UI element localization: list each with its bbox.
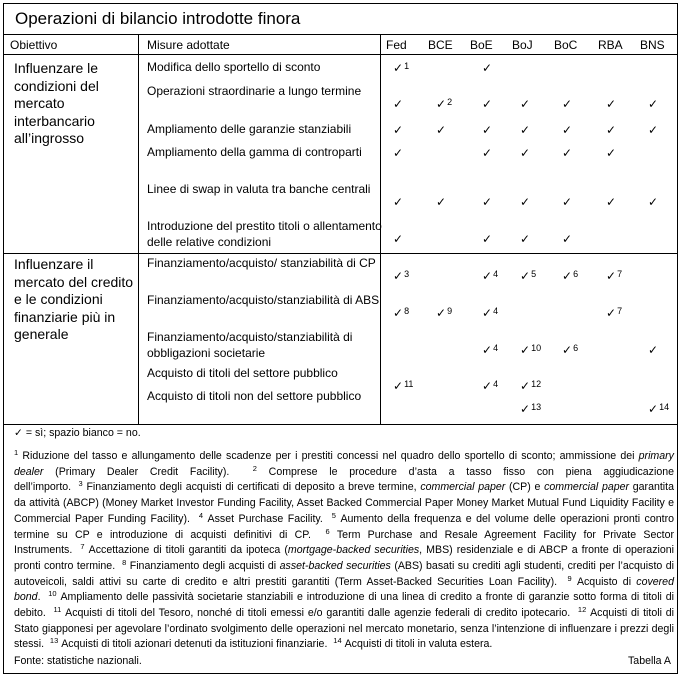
objective-cell: Influenzare il mercato del credito e le condizioni finanziarie più in generale [14, 256, 134, 342]
footnote-number: 13 [49, 636, 59, 646]
footnote-number: 2 [252, 463, 257, 473]
header-bank-boe: BoE [470, 38, 493, 52]
check-mark-icon: ✓ [393, 232, 404, 246]
check-mark-icon: ✓ [520, 146, 531, 160]
check-mark-icon: ✓$^7$ [606, 306, 623, 320]
footnote-ref: 8 [404, 306, 410, 316]
check-mark-icon: ✓$^9$ [436, 306, 453, 320]
check-mark-icon: ✓ [562, 123, 573, 137]
group-divider [3, 253, 678, 254]
check-mark-icon: ✓$^1$ [393, 61, 410, 75]
footnote-ref: 2 [447, 97, 453, 107]
check-mark-icon: ✓ [436, 123, 447, 137]
footnote-ref: 11 [404, 379, 414, 389]
check-mark-icon: ✓ [482, 123, 493, 137]
check-mark-icon: ✓ [648, 195, 659, 209]
footnote-ref: 7 [617, 306, 623, 316]
check-mark-icon: ✓ [606, 97, 617, 111]
footnote-ref: 6 [573, 269, 579, 279]
check-mark-icon: ✓$^2$ [436, 97, 453, 111]
column-divider-objective [138, 35, 139, 424]
check-mark-icon: ✓ [393, 146, 404, 160]
check-mark-icon: ✓ [520, 97, 531, 111]
footnote-ref: 4 [493, 269, 499, 279]
footnote-number: 3 [78, 479, 83, 489]
footnote-number: 12 [577, 605, 587, 615]
check-mark-icon: ✓ [482, 97, 493, 111]
table-bottom-divider [3, 424, 678, 425]
check-mark-icon: ✓$^4$ [482, 306, 499, 320]
measure-cell: Finanziamento/acquisto/stanziabilità di ABS [147, 293, 380, 307]
check-mark-icon: ✓ [648, 343, 659, 357]
footnote-ref: 4 [493, 343, 499, 353]
footnote-ref: 1 [404, 61, 410, 71]
check-mark-icon: ✓$^{10}$ [520, 343, 542, 357]
check-mark-icon: ✓$^{14}$ [648, 402, 670, 416]
footnote-number: 5 [331, 510, 336, 520]
measure-cell: Ampliamento della gamma di controparti [147, 145, 362, 159]
check-mark-icon: ✓ [393, 123, 404, 137]
footnote-ref: 12 [531, 379, 542, 389]
header-bank-boc: BoC [554, 38, 578, 52]
legend-text: ✓ = sì; spazio bianco = no. [14, 427, 141, 439]
footnote-number: 14 [333, 636, 342, 646]
footnotes [14, 427, 674, 653]
objective-cell: Influenzare le condizioni del mercato interbancario all’ingrosso [14, 60, 99, 146]
measure-cell: Introduzione del prestito titoli o allentamento delle relative condizioni [147, 219, 382, 249]
header-bank-fed: Fed [386, 38, 407, 52]
check-mark-icon: ✓ [482, 61, 493, 75]
check-mark-icon: ✓ [562, 195, 573, 209]
measure-cell: Ampliamento delle garanzie stanziabili [147, 122, 352, 136]
check-mark-icon: ✓$^6$ [562, 343, 579, 357]
footnote-ref: 13 [531, 402, 542, 412]
check-mark-icon: ✓ [482, 232, 493, 246]
check-mark-icon: ✓ [520, 195, 531, 209]
footnote-ref: 10 [531, 343, 542, 353]
header-bank-bns: BNS [640, 38, 665, 52]
check-mark-icon: ✓ [482, 195, 493, 209]
header-divider [3, 54, 678, 55]
check-mark-icon: ✓ [562, 97, 573, 111]
footnote-number: 11 [53, 605, 62, 615]
check-mark-icon: ✓$^8$ [393, 306, 410, 320]
footnote-number: 1 [14, 448, 19, 457]
source-note: Fonte: statistiche nazionali. [14, 655, 142, 667]
title-divider [3, 34, 678, 35]
footnote-number: 9 [567, 573, 572, 583]
footnote-number: 8 [122, 557, 127, 567]
check-mark-icon: ✓$^5$ [520, 269, 537, 283]
table-title: Operazioni di bilancio introdotte finora [15, 9, 301, 28]
check-mark-icon: ✓$^7$ [606, 269, 623, 283]
check-mark-icon: ✓ [606, 195, 617, 209]
page-bottom-line [3, 673, 678, 674]
measure-cell: Acquisto di titoli non del settore pubblico [147, 389, 362, 403]
footnote-ref: 3 [404, 269, 410, 279]
check-mark-icon: ✓ [648, 97, 659, 111]
table-label: Tabella A [628, 655, 671, 667]
measure-cell: Linee di swap in valuta tra banche centrali [147, 182, 371, 196]
check-mark-icon: ✓$^4$ [482, 269, 499, 283]
check-mark-icon: ✓ [562, 146, 573, 160]
check-mark-icon: ✓ [482, 146, 493, 160]
check-mark-icon: ✓$^4$ [482, 379, 499, 393]
header-measures: Misure adottate [147, 38, 230, 52]
footnote-ref: 6 [573, 343, 579, 353]
footnote-paragraph: $^1$ Riduzione del tasso e allungamento delle scadenze per i prestiti concessi nel quadro dello sportello di sconto; ammissione dei primary dealer (Primary Dealer Credit Facility). $^2$ Comprese le procedure d’asta a tasso fisso con piena aggiudicazione dell’importo. $^3$ Finanziamento degli acquisti di certificati di deposito a breve termine, commercial paper (CP) e commercial paper garantita da attività (ABCP) (Money Market Investor Funding Facility, Asset Backed Commercial Paper Money Market Mutual Fund Liquidity Facility e Commercial Paper Funding Facility). $^4$ Asset Purchase Facility. $^5$ Aumento della frequenza e del volume delle operazioni pronti contro termine su CP e introduzione di acquisti definitivi di CP. $^6$ Term Purchase and Resale Agreement Facility for Private Sector Instruments. $^7$ Accettazione di titoli garantiti da ipoteca (mortgage-backed securities, MBS) residenziale e di ABCP a fronte di operazioni pronti contro termine. $^8$ Finanziamento degli acquisti di asset-backed securities (ABS) basati su crediti agli studenti, crediti per l’acquisto di autoveicoli, saldi attivi su carte di credito e altri prestiti garantiti (Term Asset-Backed Securities Loan Facility). $^9$ Acquisto di covered bond. $^{10}$ Ampliamento delle passività societarie stanziabili e introduzione di una linea di credito a fronte di garanzie sotto forma di titoli di debito. $^{11}$ Acquisti di titoli del Tesoro, nonché di titoli emessi e/o garantiti dalle agenzie federali di credito ipotecario. $^{12}$ Acquisti di titoli di Stato giapponesi per agevolare l’ordinato svolgimento delle operazioni nel mercato monetario, senza l’intenzione di influenzare i prezzi degli stessi. $^{13}$ Acquisti di titoli azionari detenuti da istituzioni finanziarie. $^{14}$ Acquisti di titoli in valuta estera. [14, 448, 675, 651]
check-mark-icon: ✓ [393, 195, 404, 209]
check-mark-icon: ✓$^6$ [562, 269, 579, 283]
check-mark-icon: ✓ [562, 232, 573, 246]
footnote-ref: 14 [659, 402, 670, 412]
footnote-number: 4 [198, 510, 204, 520]
footnote-ref: 7 [617, 269, 623, 279]
header-bank-bce: BCE [428, 38, 453, 52]
check-mark-icon: ✓ [606, 123, 617, 137]
footnote-number: 6 [325, 526, 330, 536]
check-mark-icon: ✓ [393, 97, 404, 111]
check-mark-icon: ✓$^3$ [393, 269, 410, 283]
check-mark-icon: ✓$^{12}$ [520, 379, 542, 393]
footnote-number: 10 [48, 589, 57, 599]
check-mark-icon: ✓$^{11}$ [393, 379, 414, 393]
header-bank-boj: BoJ [512, 38, 533, 52]
measure-cell: Finanziamento/acquisto/stanziabilità di obbligazioni societarie [147, 330, 353, 360]
footnote-ref: 5 [531, 269, 537, 279]
check-mark-icon: ✓ [436, 195, 447, 209]
footnote-number: 7 [80, 542, 85, 552]
check-mark-icon: ✓$^{13}$ [520, 402, 542, 416]
measure-cell: Acquisto di titoli del settore pubblico [147, 366, 338, 380]
measure-cell: Modifica dello sportello di sconto [147, 60, 321, 74]
check-mark-icon: ✓ [520, 232, 531, 246]
check-mark-icon: ✓ [606, 146, 617, 160]
check-mark-icon: ✓ [520, 123, 531, 137]
header-bank-rba: RBA [598, 38, 623, 52]
footnote-ref: 4 [493, 379, 499, 389]
measure-cell: Operazioni straordinarie a lungo termine [147, 84, 362, 98]
footnote-ref: 9 [447, 306, 453, 316]
header-objective: Obiettivo [10, 38, 58, 52]
check-mark-icon: ✓ [648, 123, 659, 137]
check-mark-icon: ✓$^4$ [482, 343, 499, 357]
measure-cell: Finanziamento/acquisto/ stanziabilità di CP [147, 256, 376, 270]
footnote-ref: 4 [493, 306, 499, 316]
